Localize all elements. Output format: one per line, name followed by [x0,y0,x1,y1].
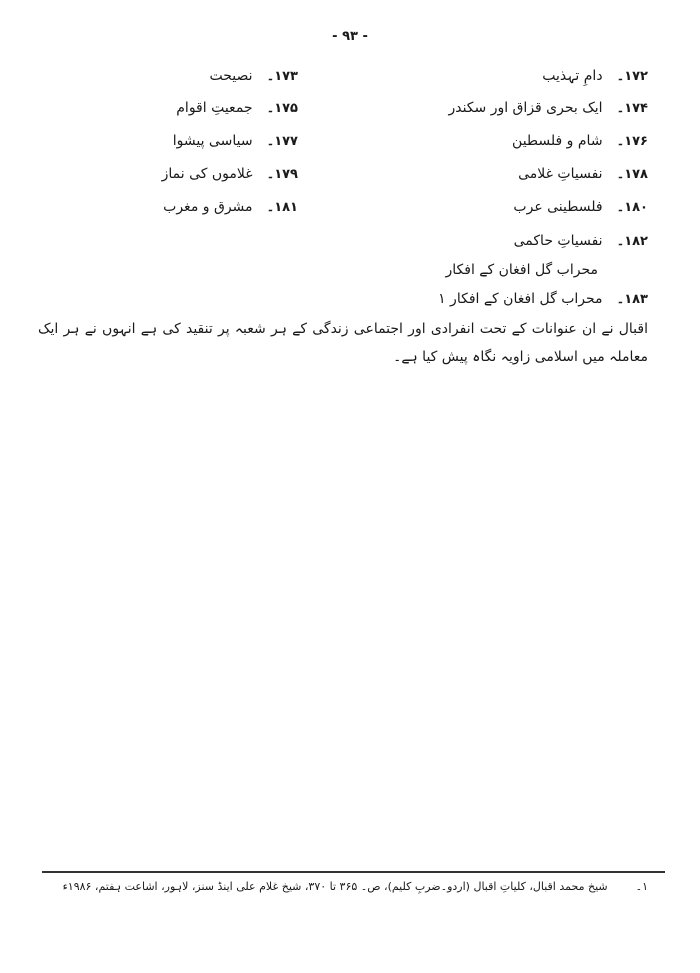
entry-title: محراب گل افغان کے افکار ۱ [438,291,603,307]
toc-entry [173,133,298,149]
entry-number: ۱۷۸۔ [616,167,648,182]
toc-entry [518,166,648,182]
entry-title: نفسیاتِ حاکمی [513,233,603,249]
toc-entry [210,68,298,84]
entry-number: ۱۸۲۔ [616,234,648,249]
toc-entry [448,100,648,116]
entry-title: مشرق و مغرب [163,199,253,215]
entry-title: شام و فلسطین [512,133,603,149]
toc-entry [542,68,648,84]
entry-title: نفسیاتِ غلامی [518,166,603,182]
toc-entry [513,199,648,215]
toc-entry [512,133,648,149]
entry-number: ۱۸۳۔ [616,292,648,307]
entry-title: غلاموں کی نماز [161,166,253,182]
entry-title: نصیحت [209,68,253,84]
entry-title: سیاسی پیشوا [172,133,253,149]
toc-entry [163,199,298,215]
entry-number: ۱۷۳۔ [266,69,298,84]
entry-number: ۱۷۴۔ [616,101,648,116]
sub-heading: محراب گل افغان کے افکار [445,262,598,278]
entry-number: ۱۷۵۔ [266,101,298,116]
entry-number: ۱۷۹۔ [266,167,298,182]
entry-title: دامِ تہذیب [542,68,603,84]
toc-entry [438,291,648,307]
entry-number: ۱۷۶۔ [616,134,648,149]
entry-number: ۱۸۰۔ [616,200,648,215]
toc-entry [514,233,648,249]
page-number: - ۹۳ - [332,29,368,44]
toc-entry [176,100,298,116]
entry-title: ایک بحری قزاق اور سکندر [448,100,603,116]
footnote-divider [42,871,665,873]
footnote [63,880,648,893]
toc-entry [162,166,298,182]
entry-number: ۱۸۱۔ [266,200,298,215]
entry-title: جمعیتِ اقوام [176,100,253,116]
footnote-number: ۱۔ [635,880,648,893]
entry-number: ۱۷۲۔ [616,69,648,84]
footnote-text: شیخ محمد اقبال، کلیاتِ اقبال (اردو۔ضربِ کلیم)، ص۔ ۳۶۵ تا ۳۷۰، شیخ غلام علی اینڈ سنز، لاہور، اشاعت ہفتم، ۱۹۸۶ء [62,880,608,893]
entry-number: ۱۷۷۔ [266,134,298,149]
body-paragraph: اقبال نے ان عنوانات کے تحت انفرادی اور اجتماعی زندگی کے ہر شعبہ پر تنقید کی ہے انہوں نے ہر ایک معاملہ میں اسلامی زاویہ نگاہ پیش کیا ہے۔ [38,321,648,365]
entry-title: فلسطینی عرب [513,199,603,215]
